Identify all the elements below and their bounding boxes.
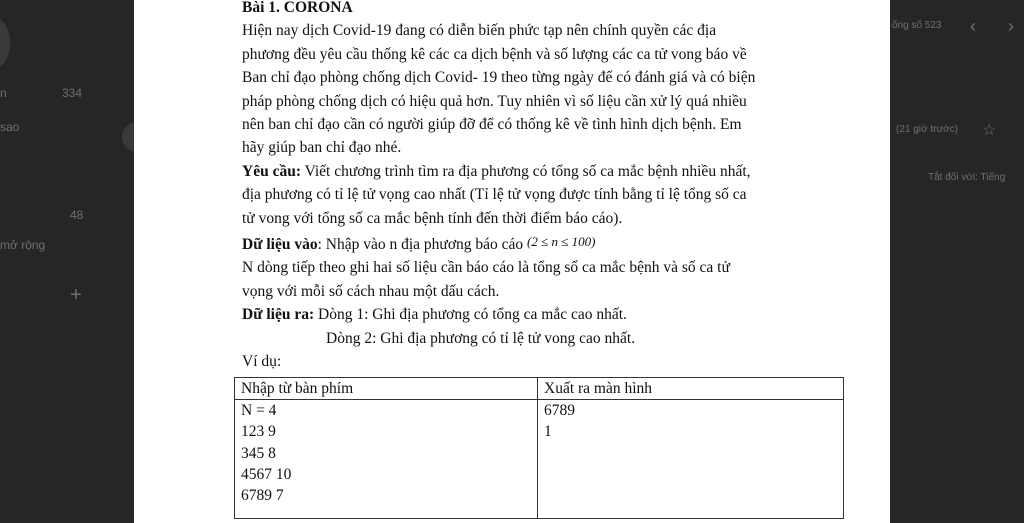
input-line: 6789 7 bbox=[241, 487, 284, 505]
bg-right-total: ống số 523 bbox=[892, 20, 942, 31]
output-line: 6789 bbox=[544, 402, 575, 419]
bg-left-item-b: sao bbox=[0, 120, 20, 134]
n-constraint: (2 ≤ n ≤ 100) bbox=[527, 234, 596, 250]
table-header-input: Nhập từ bàn phím bbox=[235, 378, 538, 400]
bg-left-count-a: 334 bbox=[62, 86, 83, 100]
input-spec-line bbox=[242, 233, 842, 256]
input-line: 345 8 bbox=[241, 444, 276, 462]
bg-next-icon: › bbox=[1008, 16, 1014, 36]
input-text: : Nhập vào n địa phương báo cáo bbox=[317, 236, 528, 254]
intro-line: Hiện nay dịch Covid-19 đang có diễn biến phức tạp nên chính quyền các địa bbox=[242, 22, 717, 40]
document-body bbox=[242, 0, 842, 374]
problem-title: Bài 1. CORONA bbox=[242, 0, 353, 16]
input-spec-line: vọng với mỗi số cách nhau một dấu cách. bbox=[242, 282, 500, 300]
output-line: 1 bbox=[544, 423, 552, 441]
input-line: 4567 10 bbox=[241, 465, 292, 483]
example-label: Ví dụ: bbox=[242, 353, 282, 371]
output-cell bbox=[538, 400, 844, 519]
background-left-panel bbox=[0, 0, 134, 523]
intro-line: nên ban chỉ đạo cần có người giúp đỡ để có thống kê về tình hình dịch bệnh. Em bbox=[242, 116, 742, 134]
example-table bbox=[234, 377, 844, 519]
output-label: Dữ liệu ra: bbox=[242, 306, 315, 324]
table-header-output: Xuất ra màn hình bbox=[538, 378, 844, 400]
requirement-line: tử vong với tổng số ca mắc bệnh tính đến thời điểm báo cáo). bbox=[242, 209, 623, 227]
output-spec-line bbox=[242, 303, 842, 326]
requirement-label: Yêu cầu: bbox=[242, 162, 301, 180]
bg-prev-icon: ‹ bbox=[970, 16, 976, 36]
requirement-line: địa phương có tỉ lệ tử vọng cao nhất (Tỉ lệ tử vọng được tính bằng tỉ lệ tổng số ca bbox=[242, 186, 747, 204]
output-text: Dòng 1: Ghi địa phương có tổng ca mắc cao nhất. bbox=[314, 306, 627, 324]
intro-line: pháp phòng chống dịch có hiệu quả hơn. Tuy nhiên vì số liệu cần xử lý quá nhiều bbox=[242, 92, 747, 110]
requirement-line bbox=[242, 160, 842, 183]
input-cell bbox=[235, 400, 538, 519]
intro-line: hãy giúp ban chỉ đạo nhé. bbox=[242, 139, 402, 157]
input-line: 123 9 bbox=[241, 423, 276, 441]
background-right-panel bbox=[890, 0, 1024, 523]
bg-star-icon: ☆ bbox=[982, 122, 997, 139]
input-line: N = 4 bbox=[241, 402, 277, 419]
table-header-row bbox=[235, 378, 844, 400]
bg-left-count-b: 48 bbox=[70, 208, 84, 222]
intro-line: phương đều yêu cầu thống kê các ca dịch bệnh và số lượng các ca tử vong báo về bbox=[242, 45, 747, 63]
document-page bbox=[134, 0, 890, 523]
bg-left-plus: + bbox=[70, 284, 82, 306]
background-avatar bbox=[0, 18, 10, 68]
bg-left-item-a: n bbox=[0, 86, 7, 100]
bg-left-expand: mở rộng bbox=[0, 238, 46, 252]
bg-right-collapse: Tắt đối với: Tiếng bbox=[928, 172, 1006, 183]
input-spec-line: N dòng tiếp theo ghi hai số liệu cần báo cáo là tổng số ca mắc bệnh và số ca tử bbox=[242, 259, 730, 277]
requirement-text: Viết chương trình tìm ra địa phương có tổng số ca mắc bệnh nhiều nhất, bbox=[300, 162, 751, 180]
intro-line: Ban chỉ đạo phòng chống dịch Covid- 19 theo từng ngày để có đánh giá và có biện bbox=[242, 69, 756, 87]
bg-right-time: (21 giờ trước) bbox=[896, 124, 959, 135]
input-label: Dữ liệu vào bbox=[242, 236, 318, 254]
table-row bbox=[235, 400, 844, 519]
output-spec-line: Dòng 2: Ghi địa phương có tỉ lệ tử vong cao nhất. bbox=[326, 329, 636, 347]
